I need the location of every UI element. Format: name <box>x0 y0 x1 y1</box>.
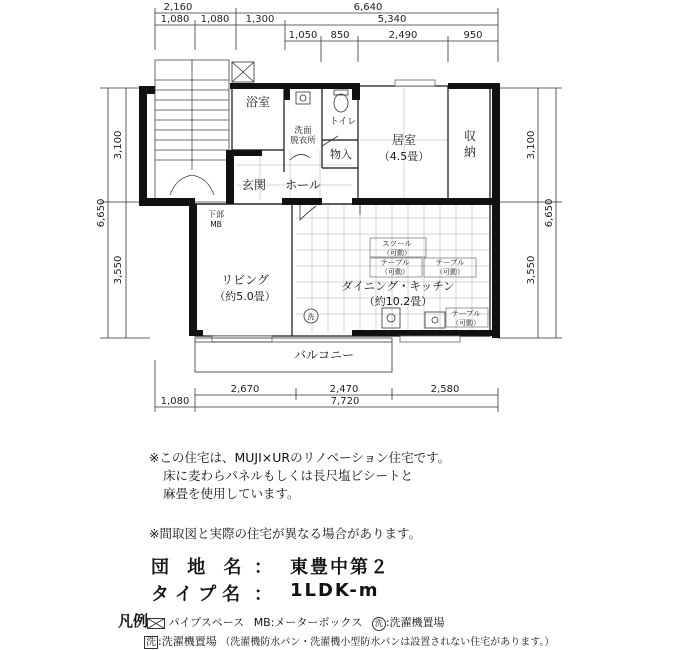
dim-left-3550: 3,550 <box>113 255 124 285</box>
dim-top-1080b: 1,080 <box>200 14 230 25</box>
legend-title: 凡例 <box>118 612 149 630</box>
room-bedroom-line2: （4.5畳） <box>378 150 430 163</box>
table-a-line2: （可動） <box>381 268 409 276</box>
note-line-1: ※この住宅は、MUJI×URのリノベーション住宅です。 <box>149 450 451 465</box>
room-dining-line1: ダイニング・キッチン <box>341 279 455 293</box>
legend-mb: MB:メーターボックス <box>253 616 363 629</box>
dim-top-2490: 2,490 <box>388 30 418 41</box>
table-a-line1: テーブル <box>380 258 410 267</box>
room-entrance: 玄関 <box>241 178 267 192</box>
dim-top-6640: 6,640 <box>353 2 383 13</box>
estate-type-label: タイプ名 <box>151 584 247 605</box>
dim-right-3100: 3,100 <box>526 130 537 160</box>
stool-label-line1: スツール <box>382 239 412 248</box>
estate-name-label: 団 地 名 <box>151 557 248 578</box>
legend-washer-note: （洗濯機防水パン・洗濯機小型防水パンは設置されない住宅があります。） <box>220 637 555 648</box>
dim-bottom-2670: 2,670 <box>230 384 260 395</box>
estate-name-value: 東豊中第２ <box>290 557 390 578</box>
dim-bottom-2470: 2,470 <box>329 384 359 395</box>
room-balcony: バルコニー <box>293 348 355 362</box>
room-toilet: トイレ <box>329 117 357 127</box>
dim-top-5340: 5,340 <box>377 14 407 25</box>
room-mb-line1: 下部 <box>208 210 224 219</box>
note-line-3: 麻畳を使用しています。 <box>163 486 300 501</box>
washer-box-icon: 洗 <box>146 637 156 648</box>
table-c-line2: （可動） <box>452 319 480 327</box>
dim-top-950: 950 <box>463 30 483 41</box>
legend-washer-place: :洗濯機置場 <box>385 616 445 629</box>
room-storage-line1: 収 <box>463 129 477 143</box>
room-storage-line2: 納 <box>463 145 477 159</box>
legend-row-1 <box>147 614 445 631</box>
dim-top-1080a: 1,080 <box>160 14 190 25</box>
stool-label-line2: （可動） <box>383 249 411 257</box>
dim-right-3550: 3,550 <box>526 255 537 285</box>
table-b-line1: テーブル <box>435 258 465 267</box>
dim-bottom-2580: 2,580 <box>430 384 460 395</box>
note-line-2: 床に麦わらパネルもしくは長尺塩ビシートと <box>163 468 414 483</box>
dim-left-3100: 3,100 <box>113 130 124 160</box>
room-washroom-line2: 脱衣所 <box>290 136 316 146</box>
estate-name-colon: ： <box>254 557 278 578</box>
note-line-4: ※間取図と実際の住宅が異なる場合があります。 <box>149 526 421 541</box>
table-c-line1: テーブル <box>451 309 481 318</box>
table-b-line2: （可動） <box>436 268 464 276</box>
room-bath: 浴室 <box>245 95 271 109</box>
dim-top-1050: 1,050 <box>288 30 318 41</box>
washer-mark-text: 洗 <box>307 313 315 321</box>
room-hall: ホール <box>285 178 321 192</box>
legend-row-2 <box>144 633 554 649</box>
dim-top-850: 850 <box>330 30 350 41</box>
room-dining-line2: （約10.2畳） <box>363 295 433 308</box>
legend-washer-place-2: :洗濯機置場 <box>158 635 217 648</box>
room-living-line1: リビング <box>221 273 269 287</box>
dim-bottom-1080: 1,080 <box>160 396 190 407</box>
estate-type-colon: ： <box>254 584 278 605</box>
room-washroom-line1: 洗面 <box>294 126 312 136</box>
estate-type-value: 1LDK-m <box>290 580 380 601</box>
pipe-space-legend-icon <box>147 618 165 629</box>
room-closet: 物入 <box>330 148 352 161</box>
dim-left-6650: 6,650 <box>96 198 107 228</box>
dim-top-1300: 1,300 <box>245 14 275 25</box>
legend-pipe-space: パイプスペース <box>168 616 245 629</box>
washer-circle-icon: 洗 <box>372 617 386 631</box>
room-living-line2: （約5.0畳） <box>214 290 276 303</box>
dim-bottom-7720: 7,720 <box>330 396 360 407</box>
dim-right-6650: 6,650 <box>544 198 555 228</box>
room-mb-line2: MB <box>210 220 222 229</box>
dim-top-2160: 2,160 <box>163 2 193 13</box>
room-bedroom-line1: 居室 <box>391 133 417 147</box>
